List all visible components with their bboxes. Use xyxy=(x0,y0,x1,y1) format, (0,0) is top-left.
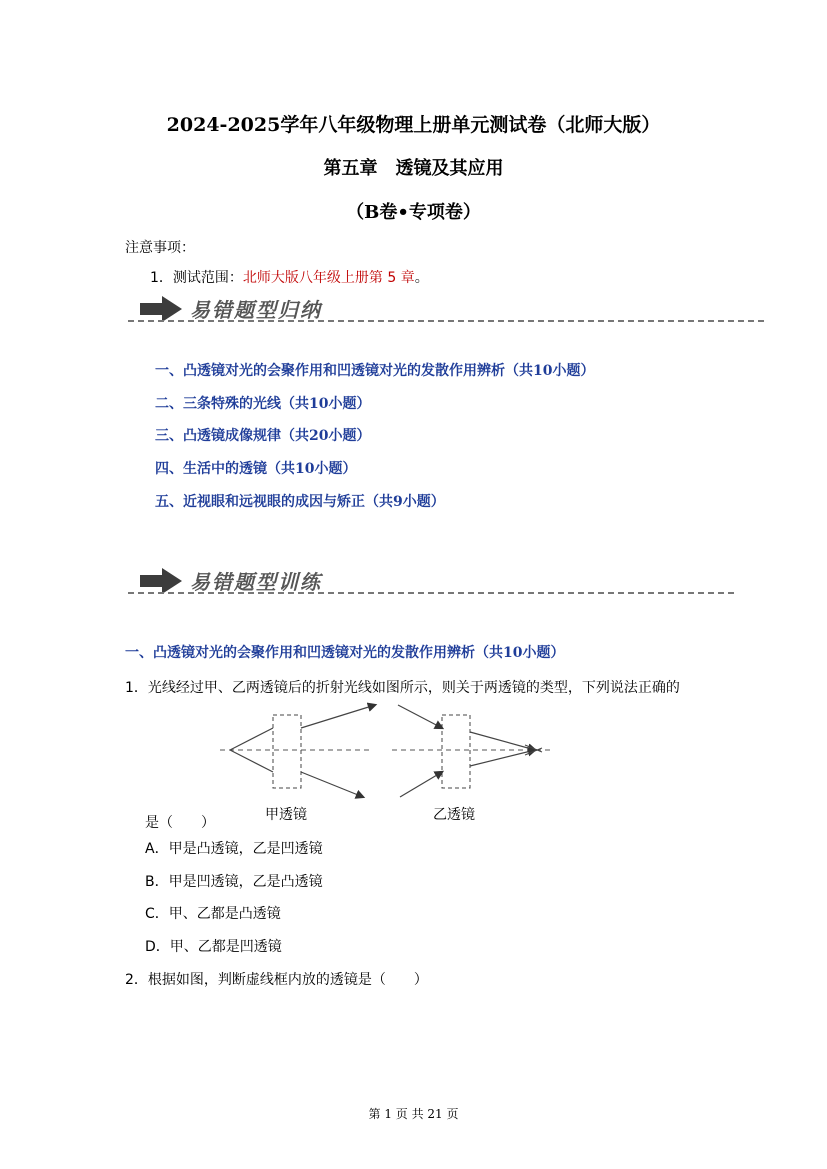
banner-error-training xyxy=(128,564,736,604)
notice-item-range: 北师大版八年级上册第 5 章 xyxy=(242,270,415,286)
arrow-right-icon xyxy=(140,296,182,322)
question-stem: 2．根据如图，判断虚线框内放的透镜是（ ） xyxy=(125,972,428,988)
divider xyxy=(128,320,764,322)
notice-item-prefix: 1．测试范围： xyxy=(150,270,243,286)
section-heading: 一、凸透镜对光的会聚作用和凹透镜对光的发散作用辨析（共10小题） xyxy=(125,645,565,661)
topic-item: 二、三条特殊的光线（共10小题） xyxy=(155,396,371,412)
option-c: C．甲、乙都是凸透镜 xyxy=(145,906,281,922)
page-footer: 第 1 页 共 21 页 xyxy=(368,1107,459,1121)
notice-item xyxy=(150,267,429,287)
lens-yi-diagram xyxy=(392,705,550,797)
option-b: B．甲是凹透镜，乙是凸透镜 xyxy=(145,874,323,890)
option-d: D．甲、乙都是凹透镜 xyxy=(145,939,282,955)
question-stem: 1．光线经过甲、乙两透镜后的折射光线如图所示，则关于两透镜的类型，下列说法正确的 xyxy=(125,680,680,696)
volume-title: （B卷•专项卷） xyxy=(346,202,481,223)
figure-label-yi: 乙透镜 xyxy=(433,807,475,823)
topic-item: 三、凸透镜成像规律（共20小题） xyxy=(155,428,371,444)
figure-label-jia: 甲透镜 xyxy=(265,807,307,823)
topic-item: 四、生活中的透镜（共10小题） xyxy=(155,461,357,477)
page-title: 2024-2025学年八年级物理上册单元测试卷（北师大版） xyxy=(166,114,661,136)
banner-error-summary xyxy=(128,292,764,332)
topic-item: 一、凸透镜对光的会聚作用和凹透镜对光的发散作用辨析（共10小题） xyxy=(155,363,595,379)
chapter-title: 第五章 透镜及其应用 xyxy=(323,158,504,179)
question-stem-end: 是（ ） xyxy=(145,815,215,831)
arrow-right-icon xyxy=(140,568,182,594)
notice-item-suffix: 。 xyxy=(414,270,429,286)
lens-jia-diagram xyxy=(220,705,375,797)
banner-label: 易错题型训练 xyxy=(190,570,322,594)
topic-item: 五、近视眼和远视眼的成因与矫正（共9小题） xyxy=(155,494,445,510)
option-a: A．甲是凸透镜，乙是凹透镜 xyxy=(145,841,323,857)
banner-label: 易错题型归纳 xyxy=(190,298,322,322)
divider xyxy=(128,592,734,594)
notice-label: 注意事项： xyxy=(125,240,195,256)
